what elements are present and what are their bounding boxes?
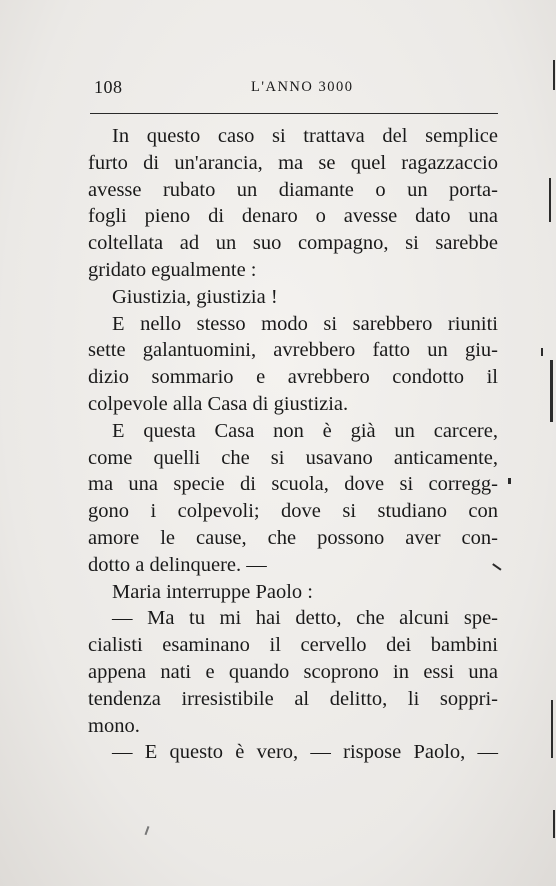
scan-edge-mark [550,360,553,422]
text-line: tendenza irresistibile al delitto, li soppri- [88,687,498,710]
scan-speck [508,478,511,484]
text-line: — E questo è vero, — rispose Paolo, — [112,741,498,764]
text-line: Maria interruppe Paolo : [112,580,313,603]
header-rule [90,113,498,114]
body-text [88,123,498,766]
text-line: colpevole alla Casa di giustizia. [88,392,349,415]
text-line: dizio sommario e avrebbero condotto il [88,366,498,389]
text-line: gridato egualmente : [88,258,257,281]
scan-speck [541,348,543,356]
text-line: — Ma tu mi hai detto, che alcuni spe- [112,607,498,630]
text-line: Giustizia, giustizia ! [112,285,278,308]
text-line: furto di un'arancia, ma se quel ragazzaccio [88,151,498,174]
scan-edge-mark [553,60,555,90]
text-line: coltellata ad un suo compagno, si sarebbe [88,232,498,255]
text-line: ma una specie di scuola, dove si corregg- [88,473,498,496]
text-line: E questa Casa non è già un carcere, [112,419,498,442]
text-line: dotto a delinquere. — [88,553,267,576]
scan-edge-mark [549,178,551,222]
scan-speck [145,826,149,835]
running-head: L'ANNO 3000 [251,79,354,95]
text-line: In questo caso si trattava del semplice [112,125,498,147]
page-number: 108 [94,77,123,97]
text-line: cialisti esaminano il cervello dei bambini [88,634,498,657]
text-line: fogli pieno di denaro o avesse dato una [88,205,498,228]
page-header [94,77,498,97]
text-line: come quelli che si usavano anticamente, [88,446,498,469]
text-line: E nello stesso modo si sarebbero riuniti [112,312,498,335]
text-line: mono. [88,714,140,737]
scan-edge-mark [553,810,555,838]
text-line: sette galantuomini, avrebbero fatto un giu- [88,339,498,362]
text-line: amore le cause, che possono aver con- [88,526,498,549]
text-line: appena nati e quando scoprono in essi una [88,660,498,683]
scan-edge-mark [551,700,553,758]
text-line: avesse rubato un diamante o un porta- [88,178,498,201]
text-line: gono i colpevoli; dove si studiano con [88,500,498,523]
